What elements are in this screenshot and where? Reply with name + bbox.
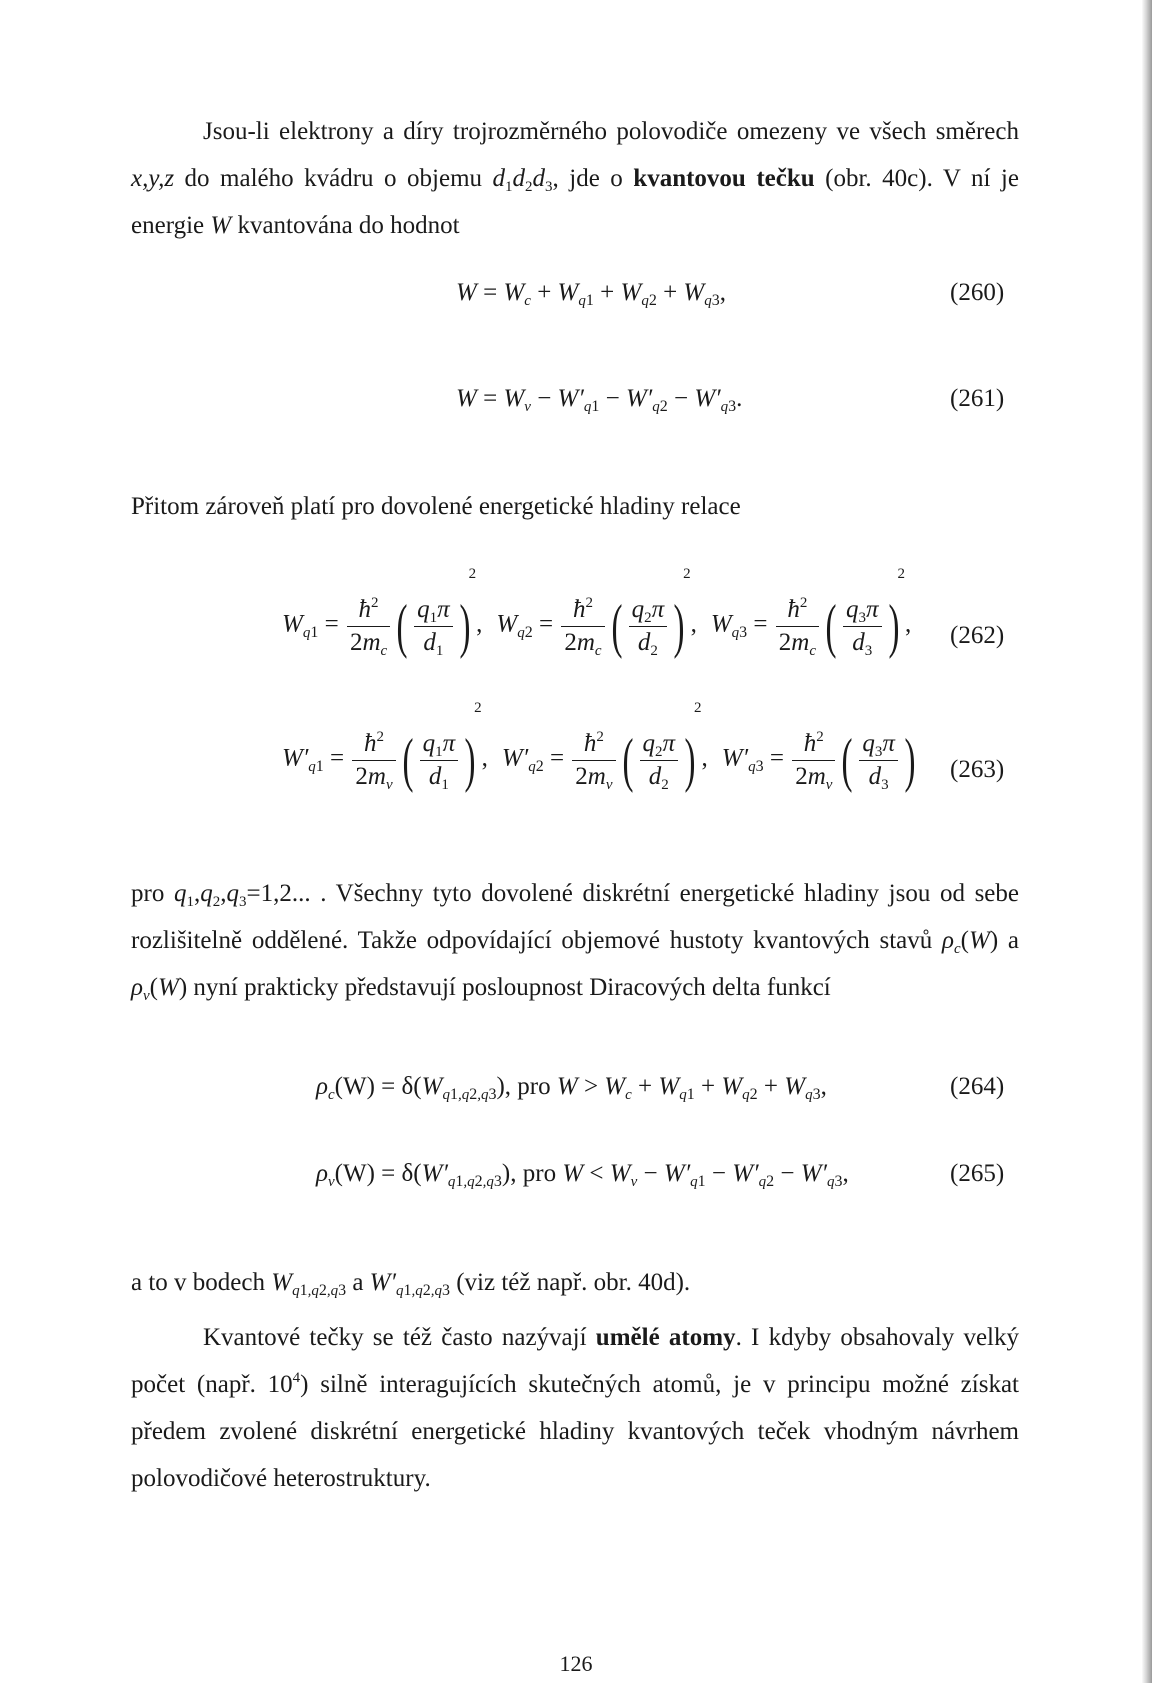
right-paren: ): [673, 593, 685, 659]
fraction-hbar-mass: $\frac{ħ^2}{2m_c}$: [347, 596, 390, 656]
fraction-q-pi-d: $\frac{q_1\pi}{d_1}$: [420, 730, 459, 790]
left-paren: (: [402, 727, 414, 793]
energy-term: $W'_{q1}$ = $\frac{ħ^2}{2m_v}$ ( $\frac{q_1\pi}{d_1}$ )2,: [282, 700, 488, 793]
energy-term: $W_{q1}$ = $\frac{ħ^2}{2m_c}$ ( $\frac{q_1\pi}{d_1}$ )2,: [282, 566, 483, 659]
fraction-hbar-mass: $\frac{ħ^2}{2m_c}$: [561, 596, 604, 656]
equation-number: (260): [950, 279, 1005, 306]
fraction-q-pi-d: $\frac{q_2\pi}{d_2}$: [640, 730, 679, 790]
equation-number: (264): [950, 1073, 1005, 1100]
left-paren: (: [396, 593, 408, 659]
energy-term: $W_{q2}$ = $\frac{ħ^2}{2m_c}$ ( $\frac{q_2\pi}{d_2}$ )2,: [496, 566, 697, 659]
term-quantum-dot: kvantovou tečku: [633, 165, 815, 192]
right-paren: ): [888, 593, 900, 659]
right-paren: ): [464, 727, 476, 793]
page-edge-shadow: [1142, 0, 1152, 1683]
fraction-hbar-mass: $\frac{ħ^2}{2m_v}$: [352, 730, 395, 790]
paragraph-delta: pro $q_1,q_2,q_3=1,2$... . Všechny tyto dovolené diskrétní energetické hladiny jsou od sebe rozlišitelně oddělené. Takže odpovídající objemové hustoty kvantových stavů $\rho_c(W)$ a $\rho_v(W)$ nyní prakticky představují posloupnost Diracových delta funkcí: [131, 880, 1019, 1004]
equation-number: (262): [950, 622, 1005, 649]
equation-number: (265): [950, 1160, 1005, 1187]
energy-term: $W'_{q3}$ = $\frac{ħ^2}{2m_v}$ ( $\frac{q_3\pi}{d_3}$ ): [721, 727, 916, 793]
right-paren: ): [904, 727, 916, 793]
fraction-q-pi-d: $\frac{q_3\pi}{d_3}$: [843, 596, 882, 656]
equation-number: (263): [950, 756, 1005, 783]
fraction-q-pi-d: $\frac{q_2\pi}{d_2}$: [629, 596, 668, 656]
fraction-hbar-mass: $\frac{ħ^2}{2m_v}$: [792, 730, 835, 790]
fraction-hbar-mass: $\frac{ħ^2}{2m_v}$: [572, 730, 615, 790]
equation-number: (261): [950, 385, 1005, 412]
right-paren: ): [459, 593, 471, 659]
document-page: Jsou-li elektrony a díry trojrozměrného polovodiče omezeny ve všech směrech x,y,z do malého kvádru o objemu $d_1d_2d_3$, jde o kvantovou tečku (obr. 40c). V ní je energie W kvantována do hodnot $W = W_c + W_{q1} + W_{q2} + W_{q3}$, (260) $W = W_v - W'_{q1} - W'_{q2} - W'_{q3}$. (261) Přitom zároveň platí pro dovolené energetické hladiny relace $W_{q1}$ = $\frac{ħ^2}{2m_c}$ ( $\frac{q_1\pi}{d_1}$ )2, $W_{q2}$ = $\frac{ħ^2}{2m_c}$ ( $\frac{q_2\pi}{d_2}$ )2, $W_{q3}$ = $\frac{ħ^2}{2m_c}$ ( $\frac{q_3\pi}{d_3}$ )2, (262) $W'_{q1}$ = $\frac{ħ^2}{2m_v}$ ( $\frac{q_1\pi}{d_1}$ )2, $W'_{q2}$ = $\frac{ħ^2}{2m_v}$ ( $\frac{q_2\pi}{d_2}$ )2, $W'_{q3}$ = $\frac{ħ^2}{2m_v}$ ( $\frac{q_3\pi}{d_3}$ ) (263) pro $q_1,q_2,q_3=1,2$... . Všechny tyto dovolené diskrétní energetické hladiny jsou od sebe rozlišitelně oddělené. Takže odpovídající objemové hustoty kvantových stavů $\rho_c(W)$ a $\rho_v(W)$ nyní prakticky představují posloupnost Diracových delta funkcí $\rho_c(W) = \delta(W_{q1,q2,q3})$, pro $W > W_c + W_{q1} + W_{q2} + W_{q3}$, (264) $\rho_v(W) = \delta(W'_{q1,q2,q3})$, pro $W < W_v - W'_{q1} - W'_{q2} - W'_{q3}$, (265) a to v bodech $W_{q1,q2,q3}$ a $W'_{q1,q2,q3}$ (viz též např. obr. 40d). Kvantové tečky se též často nazývají umělé atomy. I kdyby obsahovaly velký počet (např. $10^4$) silně interagujících skutečných atomů, je v principu možné získat předem zvolené diskrétní energetické hladiny kvantových teček vhodným návrhem polovodičové heterostruktury. 126: [0, 0, 1152, 1683]
right-paren: ): [684, 727, 696, 793]
paragraph-artificial-atoms: Kvantové tečky se též často nazývají umělé atomy. I kdyby obsahovaly velký počet (např. $10^4$) silně interagujících skutečných atomů, je v principu možné získat předem zvolené diskrétní energetické hladiny kvantových teček vhodným návrhem polovodičové heterostruktury.: [131, 1324, 1020, 1492]
fraction-q-pi-d: $\frac{q_1\pi}{d_1}$: [414, 596, 453, 656]
energy-term: $W'_{q2}$ = $\frac{ħ^2}{2m_v}$ ( $\frac{q_2\pi}{d_2}$ )2,: [501, 700, 708, 793]
page-number: 126: [559, 1651, 593, 1676]
paragraph-intro: Jsou-li elektrony a díry trojrozměrného polovodiče omezeny ve všech směrech x,y,z do malého kvádru o objemu $d_1d_2d_3$, jde o kvantovou tečku (obr. 40c). V ní je energie W kvantována do hodnot: [131, 118, 1019, 239]
fraction-q-pi-d: $\frac{q_3\pi}{d_3}$: [859, 730, 898, 790]
left-paren: (: [611, 593, 623, 659]
term-artificial-atoms: umělé atomy: [595, 1324, 736, 1351]
left-paren: (: [825, 593, 837, 659]
paragraph-relations: Přitom zároveň platí pro dovolené energetické hladiny relace: [131, 493, 741, 520]
energy-term: $W_{q3}$ = $\frac{ħ^2}{2m_c}$ ( $\frac{q_3\pi}{d_3}$ )2,: [710, 566, 912, 659]
left-paren: (: [622, 727, 634, 793]
paragraph-points: a to v bodech $W_{q1,q2,q3}$ a $W'_{q1,q2,q3}$ (viz též např. obr. 40d).: [131, 1269, 691, 1299]
left-paren: (: [841, 727, 853, 793]
fraction-hbar-mass: $\frac{ħ^2}{2m_c}$: [776, 596, 819, 656]
